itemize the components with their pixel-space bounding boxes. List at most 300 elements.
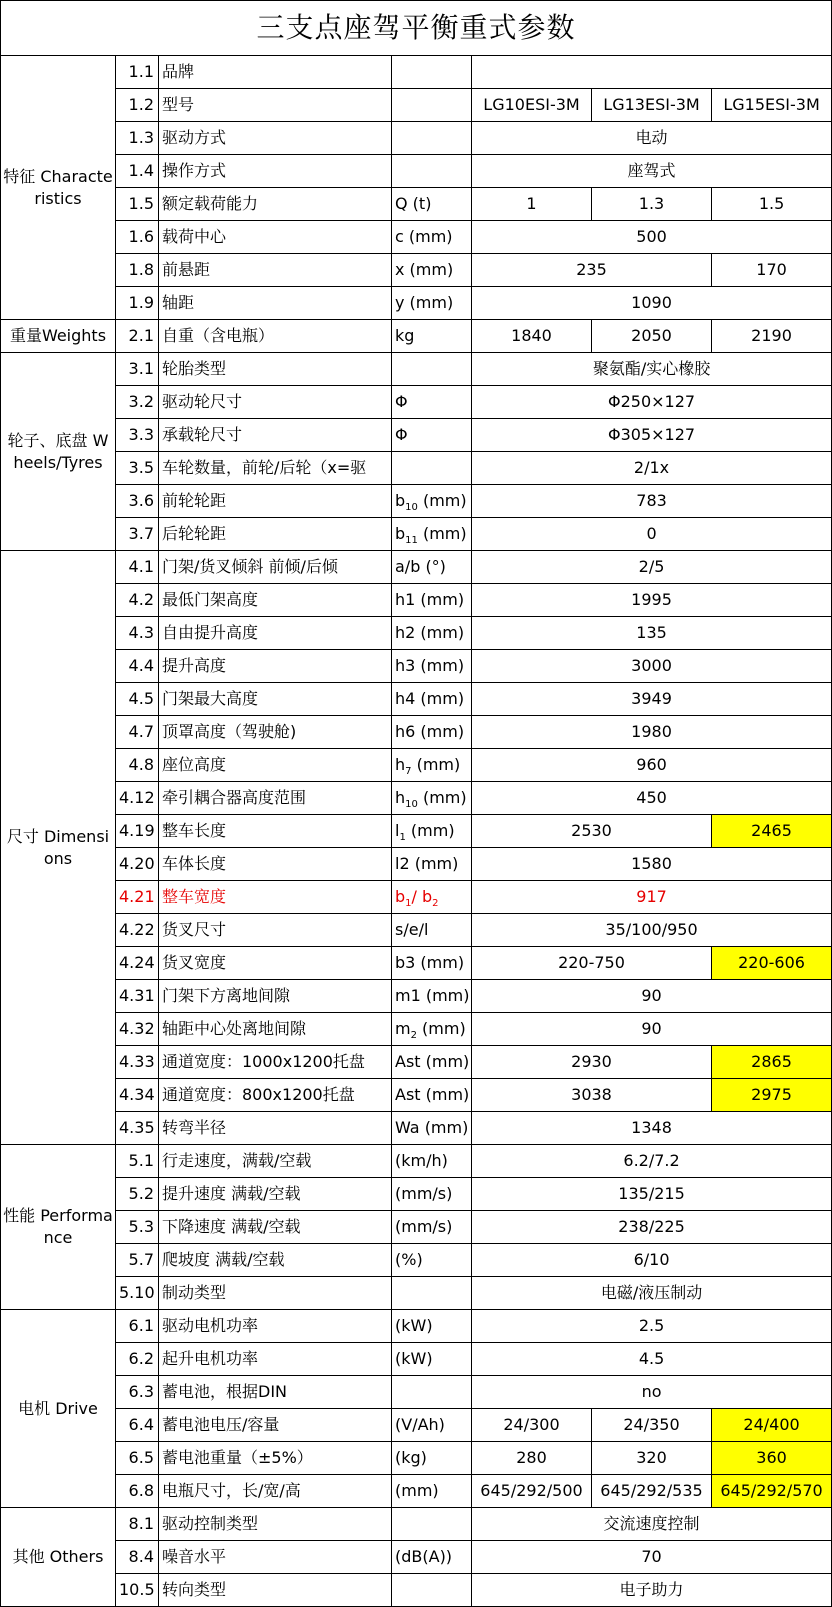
value-cell: 1995 [472, 584, 832, 617]
row-name: 提升速度 满载/空载 [159, 1178, 392, 1211]
unit-text: a/b (°) [395, 557, 446, 576]
row-index: 5.7 [116, 1244, 159, 1277]
row-name: 车轮数量，前轮/后轮（x=驱 [159, 452, 392, 485]
value-cell: 135/215 [472, 1178, 832, 1211]
table-row [1, 320, 832, 353]
value-cell: 座驾式 [472, 155, 832, 188]
row-unit [392, 122, 472, 155]
row-name: 最低门架高度 [159, 584, 392, 617]
row-index: 4.2 [116, 584, 159, 617]
row-index: 5.2 [116, 1178, 159, 1211]
unit-text: h1 (mm) [395, 590, 465, 609]
table-row [1, 881, 832, 914]
unit-text: (V/Ah) [395, 1415, 445, 1434]
row-index: 8.1 [116, 1508, 159, 1541]
table-row [1, 1079, 832, 1112]
row-index: 4.1 [116, 551, 159, 584]
row-index: 6.3 [116, 1376, 159, 1409]
row-index: 4.4 [116, 650, 159, 683]
unit-subscript: 2 [410, 1030, 417, 1042]
unit-text: (mm/s) [395, 1217, 453, 1236]
table-row [1, 650, 832, 683]
table-row [1, 914, 832, 947]
row-name: 轴距中心处离地间隙 [159, 1013, 392, 1046]
unit-text: (%) [395, 1250, 423, 1269]
row-unit [392, 1112, 472, 1145]
row-index: 4.7 [116, 716, 159, 749]
value-cell: 2.5 [472, 1310, 832, 1343]
value-cell: 1 [472, 188, 592, 221]
unit-text: Φ [395, 425, 408, 444]
unit-text: l2 (mm) [395, 854, 459, 873]
table-row [1, 122, 832, 155]
row-unit [392, 947, 472, 980]
group-label: 其他 Others [1, 1508, 116, 1607]
group-label: 重量Weights [1, 320, 116, 353]
value-cell: 24/300 [472, 1409, 592, 1442]
row-name: 前悬距 [159, 254, 392, 287]
row-name: 门架最大高度 [159, 683, 392, 716]
unit-text: b [395, 491, 406, 510]
row-index: 3.5 [116, 452, 159, 485]
row-name: 自重（含电瓶） [159, 320, 392, 353]
unit-text: h3 (mm) [395, 656, 465, 675]
unit-subscript: 1 [399, 832, 406, 844]
value-cell: 1840 [472, 320, 592, 353]
row-unit [392, 1145, 472, 1178]
row-index: 1.1 [116, 56, 159, 89]
table-row [1, 188, 832, 221]
row-unit [392, 1508, 472, 1541]
row-name: 噪音水平 [159, 1541, 392, 1574]
row-name: 驱动方式 [159, 122, 392, 155]
unit-suffix: (mm) [416, 1019, 466, 1038]
row-unit [392, 320, 472, 353]
row-unit [392, 1013, 472, 1046]
unit-text: (kW) [395, 1316, 433, 1335]
value-cell: 450 [472, 782, 832, 815]
row-unit [392, 683, 472, 716]
row-name: 驱动轮尺寸 [159, 386, 392, 419]
unit-text: (dB(A)) [395, 1547, 453, 1566]
value-cell: 500 [472, 221, 832, 254]
row-name: 承载轮尺寸 [159, 419, 392, 452]
row-unit [392, 1541, 472, 1574]
row-index: 4.32 [116, 1013, 159, 1046]
table-row [1, 1508, 832, 1541]
row-name: 转向类型 [159, 1574, 392, 1607]
value-cell: 2465 [712, 815, 832, 848]
table-row [1, 1376, 832, 1409]
table-row [1, 1178, 832, 1211]
row-name: 顶罩高度（驾驶舱) [159, 716, 392, 749]
row-index: 5.10 [116, 1277, 159, 1310]
row-index: 1.2 [116, 89, 159, 122]
table-row [1, 518, 832, 551]
unit-text: h6 (mm) [395, 722, 465, 741]
unit-text: (km/h) [395, 1151, 448, 1170]
value-cell: 电子助力 [472, 1574, 832, 1607]
unit-text: m [395, 1019, 411, 1038]
value-cell: 2050 [592, 320, 712, 353]
table-row [1, 452, 832, 485]
value-cell: 90 [472, 1013, 832, 1046]
row-name: 蓄电池电压/容量 [159, 1409, 392, 1442]
row-name: 转弯半径 [159, 1112, 392, 1145]
unit-text: b3 (mm) [395, 953, 465, 972]
unit-text: Φ [395, 392, 408, 411]
row-name: 前轮轮距 [159, 485, 392, 518]
unit-suffix: (mm) [417, 788, 467, 807]
row-index: 4.35 [116, 1112, 159, 1145]
value-cell: 3038 [472, 1079, 712, 1112]
table-row [1, 617, 832, 650]
table-row [1, 716, 832, 749]
row-unit [392, 1310, 472, 1343]
row-unit [392, 1211, 472, 1244]
table-row [1, 1013, 832, 1046]
row-name: 电瓶尺寸，长/宽/高 [159, 1475, 392, 1508]
row-index: 4.31 [116, 980, 159, 1013]
unit-text: x (mm) [395, 260, 454, 279]
row-index: 4.22 [116, 914, 159, 947]
row-unit [392, 815, 472, 848]
row-name: 货叉宽度 [159, 947, 392, 980]
table-row [1, 1277, 832, 1310]
unit-text: h [395, 755, 406, 774]
value-cell: 1580 [472, 848, 832, 881]
row-unit [392, 221, 472, 254]
row-unit [392, 386, 472, 419]
value-cell: 917 [472, 881, 832, 914]
row-name: 驱动电机功率 [159, 1310, 392, 1343]
row-index: 4.8 [116, 749, 159, 782]
value-cell: 24/350 [592, 1409, 712, 1442]
row-name: 整车宽度 [159, 881, 392, 914]
row-unit [392, 551, 472, 584]
row-index: 1.3 [116, 122, 159, 155]
value-cell: 0 [472, 518, 832, 551]
row-name: 起升电机功率 [159, 1343, 392, 1376]
unit-subscript: 7 [405, 766, 412, 778]
value-cell: 220-606 [712, 947, 832, 980]
table-row [1, 1541, 832, 1574]
value-cell: 3949 [472, 683, 832, 716]
value-cell: 2930 [472, 1046, 712, 1079]
unit-text: s/e/l [395, 920, 429, 939]
row-index: 6.2 [116, 1343, 159, 1376]
row-index: 4.19 [116, 815, 159, 848]
row-index: 6.8 [116, 1475, 159, 1508]
row-name: 型号 [159, 89, 392, 122]
table-row [1, 1574, 832, 1607]
row-unit [392, 287, 472, 320]
unit-text: Ast (mm) [395, 1052, 470, 1071]
row-unit [392, 1343, 472, 1376]
row-index: 4.12 [116, 782, 159, 815]
row-unit [392, 650, 472, 683]
value-cell: 2/5 [472, 551, 832, 584]
row-name: 提升高度 [159, 650, 392, 683]
value-cell: 4.5 [472, 1343, 832, 1376]
value-cell: 960 [472, 749, 832, 782]
value-cell: LG15ESⅠ-3M [712, 89, 832, 122]
row-index: 6.5 [116, 1442, 159, 1475]
unit-suffix: (mm) [417, 524, 467, 543]
unit-text: kg [395, 326, 415, 345]
value-cell: 783 [472, 485, 832, 518]
row-index: 5.3 [116, 1211, 159, 1244]
table-row [1, 1310, 832, 1343]
table-row [1, 1409, 832, 1442]
row-name: 品牌 [159, 56, 392, 89]
value-cell: no [472, 1376, 832, 1409]
value-cell: 2/1x [472, 452, 832, 485]
value-cell: 24/400 [712, 1409, 832, 1442]
group-label: 性能 Performance [1, 1145, 116, 1310]
table-row [1, 485, 832, 518]
row-name: 轴距 [159, 287, 392, 320]
unit-text: c (mm) [395, 227, 453, 246]
row-index: 6.1 [116, 1310, 159, 1343]
unit-text: h [395, 788, 406, 807]
row-index: 4.33 [116, 1046, 159, 1079]
value-cell: 聚氨酯/实心橡胶 [472, 353, 832, 386]
row-index: 4.20 [116, 848, 159, 881]
row-unit [392, 353, 472, 386]
row-unit [392, 254, 472, 287]
row-unit [392, 1046, 472, 1079]
unit-subscript: 10 [405, 799, 418, 811]
unit-text: Q (t) [395, 194, 432, 213]
table-row [1, 1475, 832, 1508]
row-name: 门架/货叉倾斜 前倾/后倾 [159, 551, 392, 584]
unit-text: Ast (mm) [395, 1085, 470, 1104]
value-cell [472, 56, 832, 89]
row-index: 4.3 [116, 617, 159, 650]
table-row [1, 89, 832, 122]
row-unit [392, 848, 472, 881]
row-index: 3.6 [116, 485, 159, 518]
row-unit [392, 584, 472, 617]
value-cell: 电磁/液压制动 [472, 1277, 832, 1310]
row-index: 6.4 [116, 1409, 159, 1442]
unit-text: h2 (mm) [395, 623, 465, 642]
row-index: 3.3 [116, 419, 159, 452]
table-row [1, 1046, 832, 1079]
value-cell: 645/292/570 [712, 1475, 832, 1508]
value-cell: 2865 [712, 1046, 832, 1079]
value-cell: 235 [472, 254, 712, 287]
row-unit [392, 1178, 472, 1211]
group-label: 轮子、底盘 Wheels/Tyres [1, 353, 116, 551]
row-name: 驱动控制类型 [159, 1508, 392, 1541]
row-name: 额定载荷能力 [159, 188, 392, 221]
row-index: 1.9 [116, 287, 159, 320]
row-unit [392, 1277, 472, 1310]
value-cell: 280 [472, 1442, 592, 1475]
unit-suffix: (mm) [411, 755, 461, 774]
row-index: 4.34 [116, 1079, 159, 1112]
value-cell: 电动 [472, 122, 832, 155]
value-cell: 320 [592, 1442, 712, 1475]
table-row [1, 1112, 832, 1145]
row-index: 4.21 [116, 881, 159, 914]
row-unit [392, 1376, 472, 1409]
row-name: 车体长度 [159, 848, 392, 881]
group-label: 电机 Drive [1, 1310, 116, 1508]
value-cell: 360 [712, 1442, 832, 1475]
table-row [1, 815, 832, 848]
row-name: 通道宽度：1000x1200托盘 [159, 1046, 392, 1079]
row-index: 3.7 [116, 518, 159, 551]
table-row [1, 353, 832, 386]
table-row [1, 947, 832, 980]
row-index: 1.4 [116, 155, 159, 188]
value-cell: 220-750 [472, 947, 712, 980]
value-cell: 2530 [472, 815, 712, 848]
table-row [1, 386, 832, 419]
value-cell: 1.3 [592, 188, 712, 221]
unit-text: h4 (mm) [395, 689, 465, 708]
row-index: 1.5 [116, 188, 159, 221]
unit-subscript: 11 [405, 535, 418, 547]
unit-suffix: (mm) [405, 821, 455, 840]
table-row [1, 419, 832, 452]
row-name: 通道宽度：800x1200托盘 [159, 1079, 392, 1112]
value-cell: 1090 [472, 287, 832, 320]
value-cell: 2975 [712, 1079, 832, 1112]
row-unit [392, 419, 472, 452]
row-name: 轮胎类型 [159, 353, 392, 386]
value-cell: 90 [472, 980, 832, 1013]
group-label: 特征 Characteristics [1, 56, 116, 320]
value-cell: 170 [712, 254, 832, 287]
table-row [1, 1211, 832, 1244]
row-name: 座位高度 [159, 749, 392, 782]
row-name: 货叉尺寸 [159, 914, 392, 947]
row-index: 1.8 [116, 254, 159, 287]
value-cell: 35/100/950 [472, 914, 832, 947]
row-index: 3.2 [116, 386, 159, 419]
row-index: 10.5 [116, 1574, 159, 1607]
row-index: 4.5 [116, 683, 159, 716]
row-unit [392, 518, 472, 551]
row-unit [392, 452, 472, 485]
page-title: 三支点座驾平衡重式参数 [1, 1, 832, 56]
row-name: 蓄电池，根据DIN [159, 1376, 392, 1409]
value-cell: 6/10 [472, 1244, 832, 1277]
row-name: 行走速度，满载/空载 [159, 1145, 392, 1178]
title-row [1, 1, 832, 56]
row-unit [392, 914, 472, 947]
row-index: 1.6 [116, 221, 159, 254]
row-name: 操作方式 [159, 155, 392, 188]
unit-text: Wa (mm) [395, 1118, 469, 1137]
unit-suffix: / b [411, 887, 433, 906]
row-unit [392, 1244, 472, 1277]
unit-text: l [395, 821, 400, 840]
row-unit [392, 1475, 472, 1508]
row-unit [392, 782, 472, 815]
value-cell: 6.2/7.2 [472, 1145, 832, 1178]
value-cell: LG10ESⅠ-3M [472, 89, 592, 122]
row-unit [392, 89, 472, 122]
table-row [1, 749, 832, 782]
row-unit [392, 716, 472, 749]
table-row [1, 254, 832, 287]
unit-text: b [395, 524, 406, 543]
group-label: 尺寸 Dimensions [1, 551, 116, 1145]
unit-text: (kW) [395, 1349, 433, 1368]
value-cell: 1980 [472, 716, 832, 749]
row-name: 蓄电池重量（±5%） [159, 1442, 392, 1475]
table-row [1, 155, 832, 188]
unit-text: m1 (mm) [395, 986, 470, 1005]
row-unit [392, 56, 472, 89]
row-name: 自由提升高度 [159, 617, 392, 650]
value-cell: 1.5 [712, 188, 832, 221]
value-cell: 2190 [712, 320, 832, 353]
unit-text: (mm) [395, 1481, 439, 1500]
row-unit [392, 485, 472, 518]
table-row [1, 551, 832, 584]
row-unit [392, 881, 472, 914]
row-index: 5.1 [116, 1145, 159, 1178]
row-name: 爬坡度 满载/空载 [159, 1244, 392, 1277]
row-unit [392, 1409, 472, 1442]
table-row [1, 1442, 832, 1475]
table-row [1, 1145, 832, 1178]
table-row [1, 221, 832, 254]
unit-suffix: (mm) [417, 491, 467, 510]
table-row [1, 782, 832, 815]
table-row [1, 848, 832, 881]
unit-text: b [395, 887, 406, 906]
row-name: 载荷中心 [159, 221, 392, 254]
unit-subscript: 10 [405, 502, 418, 514]
value-cell: 3000 [472, 650, 832, 683]
row-name: 下降速度 满载/空载 [159, 1211, 392, 1244]
value-cell: 70 [472, 1541, 832, 1574]
value-cell: LG13ESⅠ-3M [592, 89, 712, 122]
row-unit [392, 188, 472, 221]
row-name: 整车长度 [159, 815, 392, 848]
row-unit [392, 1079, 472, 1112]
row-index: 2.1 [116, 320, 159, 353]
row-unit [392, 1574, 472, 1607]
row-unit [392, 155, 472, 188]
row-index: 4.24 [116, 947, 159, 980]
value-cell: 135 [472, 617, 832, 650]
table-row [1, 584, 832, 617]
value-cell: 645/292/535 [592, 1475, 712, 1508]
row-name: 牵引耦合器高度范围 [159, 782, 392, 815]
value-cell: Φ305×127 [472, 419, 832, 452]
row-unit [392, 980, 472, 1013]
value-cell: Φ250×127 [472, 386, 832, 419]
table-row [1, 1244, 832, 1277]
row-unit [392, 1442, 472, 1475]
row-unit [392, 749, 472, 782]
unit-text: y (mm) [395, 293, 454, 312]
spec-table-body [1, 1, 832, 1607]
row-name: 制动类型 [159, 1277, 392, 1310]
table-row [1, 1343, 832, 1376]
unit-text: (kg) [395, 1448, 427, 1467]
value-cell: 交流速度控制 [472, 1508, 832, 1541]
table-row [1, 287, 832, 320]
